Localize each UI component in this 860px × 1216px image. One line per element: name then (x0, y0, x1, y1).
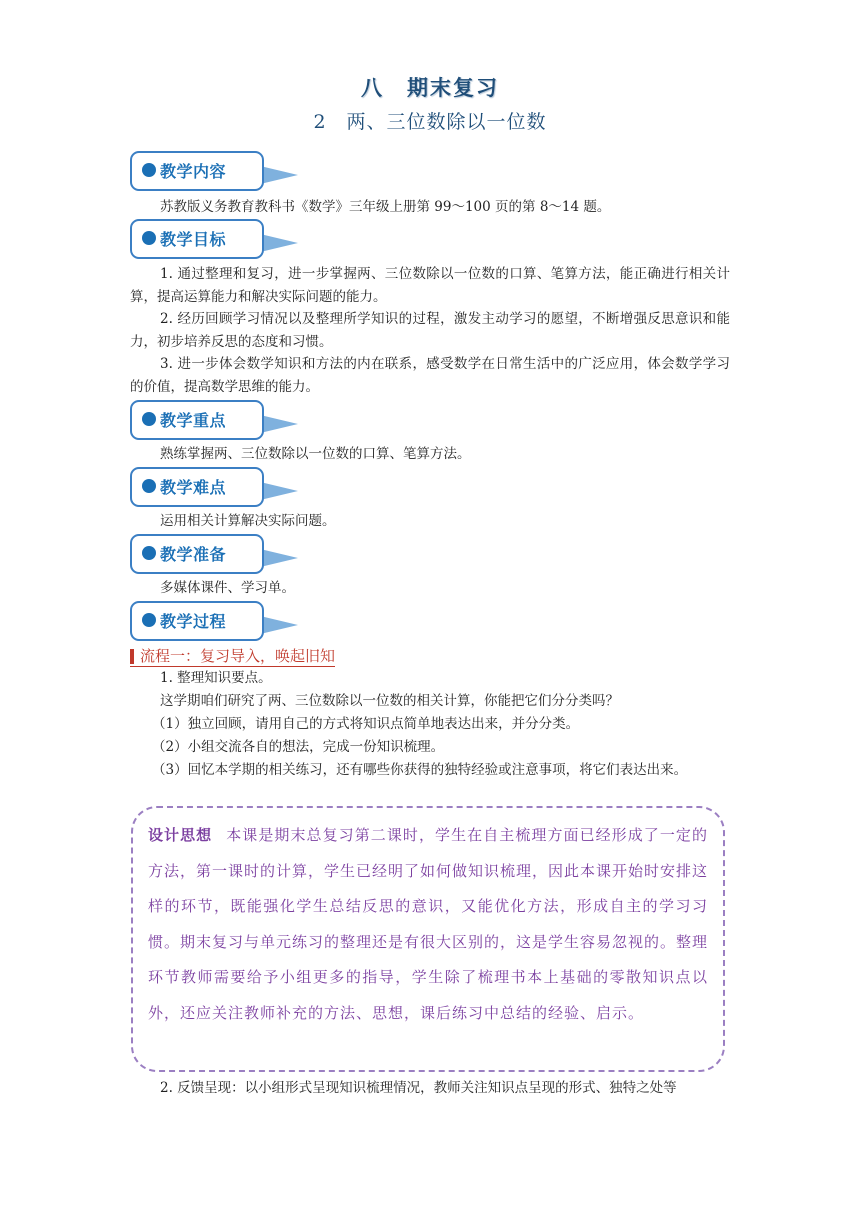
flow-line-4: （2）小组交流各自的想法，完成一份知识梳理。 (152, 739, 445, 755)
section-header-preparation (130, 534, 300, 574)
section-label: 教学重点 (160, 411, 227, 430)
goal-item-3: 3. 进一步体会数学知识和方法的内在联系，感受数学在日常生活中的广泛应用，体会数学学习的价值，提高数学思维的能力。 (130, 356, 730, 395)
key-points-text: 熟练掌握两、三位数除以一位数的口算、笔算方法。 (160, 446, 471, 462)
difficulties-text: 运用相关计算解决实际问题。 (160, 513, 336, 529)
section-label: 教学目标 (160, 230, 227, 249)
section-header-content (130, 151, 300, 191)
flow-line-3: （1）独立回顾，请用自己的方式将知识点简单地表达出来，并分分类。 (152, 716, 580, 732)
chapter-title: 八 期末复习 (361, 76, 499, 100)
design-thought-body: 本课是期末总复习第二课时，学生在自主梳理方面已经形成了一定的方法，第一课时的计算，学生已经明了如何做知识梳理，因此本课开始时安排这样的环节，既能强化学生总结反思的意识，又能优化方法，形成自主的学习习惯。期末复习与单元练习的整理还是有很大区别的，这是学生容易忽视的。整理环节教师需要给予小组更多的指导，学生除了梳理书本上基础的零散知识点以外，还应关注教师补充的方法、思想，课后练习中总结的经验、启示。 (148, 826, 709, 1022)
flow-title: 流程一：复习导入，唤起旧知 (140, 647, 336, 665)
section-label: 教学准备 (160, 545, 227, 564)
goal-item-2: 2. 经历回顾学习情况以及整理所学知识的过程，激发主动学习的愿望，不断增强反思意识和能力，初步培养反思的态度和习惯。 (130, 311, 730, 350)
bullet-dot-icon (142, 412, 156, 426)
flow-marker-icon (130, 649, 134, 664)
content-text: 苏教版义务教育教科书《数学》三年级上册第 99～100 页的第 8～14 题。 (160, 199, 611, 215)
bullet-dot-icon (142, 163, 156, 177)
section-header-key-points (130, 400, 300, 440)
bullet-dot-icon (142, 479, 156, 493)
section-label: 教学过程 (160, 612, 227, 631)
flow-line-2: 这学期咱们研究了两、三位数除以一位数的相关计算，你能把它们分分类吗？ (160, 693, 619, 709)
preparation-text: 多媒体课件、学习单。 (160, 580, 295, 596)
flow-line-1: 1. 整理知识要点。 (160, 670, 272, 686)
flow-heading (130, 646, 335, 667)
flow-line-5: （3）回忆本学期的相关练习，还有哪些你获得的独特经验或注意事项，将它们表达出来。 (152, 762, 688, 778)
lesson-title: 2 两、三位数除以一位数 (313, 111, 547, 133)
bullet-dot-icon (142, 546, 156, 560)
goal-item-1: 1. 通过整理和复习，进一步掌握两、三位数除以一位数的口算、笔算方法，能正确进行相关计算，提高运算能力和解决实际问题的能力。 (130, 266, 730, 305)
feedback-text: 2. 反馈呈现：以小组形式呈现知识梳理情况，教师关注知识点呈现的形式、独特之处等 (160, 1080, 677, 1096)
bullet-dot-icon (142, 231, 156, 245)
bullet-dot-icon (142, 613, 156, 627)
section-header-goals (130, 219, 300, 259)
section-label: 教学难点 (160, 478, 227, 497)
section-header-process (130, 601, 300, 641)
section-label: 教学内容 (160, 162, 227, 181)
section-header-difficulties (130, 467, 300, 507)
design-thought-heading: 设计思想 (148, 826, 213, 844)
design-thought-text (148, 818, 708, 1031)
